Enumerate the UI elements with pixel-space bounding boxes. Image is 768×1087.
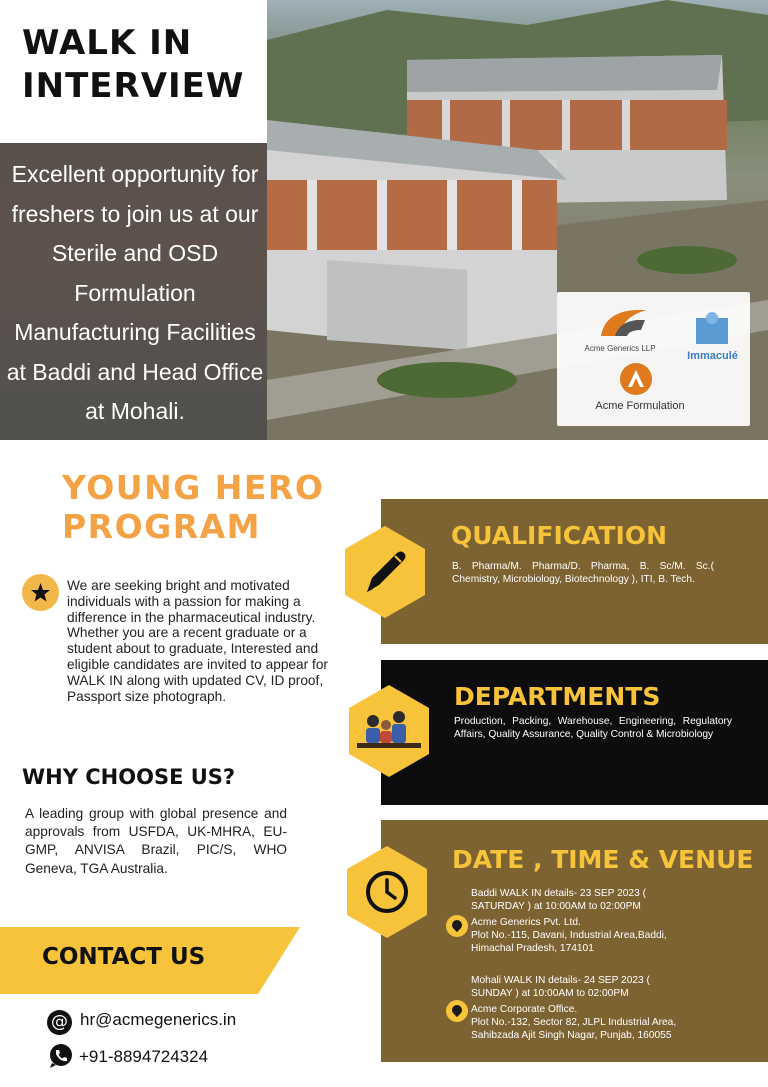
mohali-details-line2: SUNDAY ) at 10:00AM to 02:00PM <box>471 988 629 999</box>
why-choose-us-title: WHY CHOOSE US? <box>22 765 236 789</box>
phone-icon <box>48 1043 74 1074</box>
departments-text: Production, Packing, Warehouse, Engineering, Regulatory Affairs, Quality Assurance, Quality Control & Microbiology <box>454 716 732 740</box>
contact-email[interactable]: hr@acmegenerics.in <box>80 1010 237 1029</box>
program-title-line1: YOUNG HERO <box>62 468 325 507</box>
baddi-address-line1: Acme Generics Pvt. Ltd. <box>471 917 581 928</box>
mohali-address-line2: Plot No.-132, Sector 82, JLPL Industrial Area, <box>471 1017 677 1028</box>
venue-panel <box>381 820 768 1062</box>
why-choose-us-text: A leading group with global presence and approvals from USFDA, UK-MHRA, EU-GMP, ANVISA Brazil, PIC/S, WHO Geneva, TGA Australia. <box>25 806 287 876</box>
contact-title: CONTACT US <box>42 944 206 970</box>
hero-description: Excellent opportunity for freshers to join us at our Sterile and OSD Formulation Manufacturing Facilities at Baddi and Head Office at Mohali. <box>6 161 264 424</box>
baddi-details-line1: Baddi WALK IN details- 23 SEP 2023 ( <box>471 888 646 899</box>
baddi-details-line2: SATURDAY ) at 10:00AM to 02:00PM <box>471 901 641 912</box>
program-description: We are seeking bright and motivated individuals with a passion for making a difference in the pharmaceutical industry. Whether you are a recent graduate or a student about to graduate, Interested and eligible candidates are invited to appear for WALK IN along with updated CV, ID proof, Passport size photograph. <box>67 578 328 704</box>
program-title-line2: PROGRAM <box>62 507 262 546</box>
star-icon <box>22 574 59 611</box>
location-pin-icon <box>446 915 468 937</box>
logo-acme-generics-label: Acme Generics LLP <box>584 344 656 353</box>
logo-immacule-label: Immaculé <box>687 350 738 362</box>
venue-title: DATE , TIME & VENUE <box>452 845 754 874</box>
mohali-address-line1: Acme Corporate Office. <box>471 1004 578 1015</box>
hero-title-line2: INTERVIEW <box>22 66 245 106</box>
hero-title <box>22 22 322 108</box>
qualification-title: QUALIFICATION <box>451 521 668 550</box>
mohali-address-line3: Sahibzada Ajit Singh Nagar, Punjab, 160055 <box>471 1030 672 1041</box>
acme-generics-logo <box>595 306 653 342</box>
baddi-address-line3: Himachal Pradesh, 174101 <box>471 943 594 954</box>
program-title <box>62 468 362 546</box>
location-pin-icon <box>446 1000 468 1022</box>
star-badge <box>22 574 59 611</box>
qualification-panel <box>381 499 768 644</box>
at-sign-icon: @ <box>47 1010 72 1035</box>
acme-formulation-logo <box>619 362 653 396</box>
immacule-logo <box>694 310 730 346</box>
logo-acme-formulation-label: Acme Formulation <box>595 400 685 412</box>
mohali-details-line1: Mohali WALK IN details- 24 SEP 2023 ( <box>471 975 650 986</box>
departments-title: DEPARTMENTS <box>454 682 661 711</box>
qualification-text: B. Pharma/M. Pharma/D. Pharma, B. Sc/M. Sc.( Chemistry, Microbiology, Biotechnology ), ITI, B. Tech. <box>452 561 714 585</box>
departments-panel <box>381 660 768 805</box>
baddi-address-line2: Plot No.-115, Davani, Industrial Area,Baddi, <box>471 930 667 941</box>
contact-phone[interactable]: +91-8894724324 <box>79 1047 209 1066</box>
logo-panel <box>557 292 750 426</box>
hero-title-line1: WALK IN <box>22 23 193 63</box>
